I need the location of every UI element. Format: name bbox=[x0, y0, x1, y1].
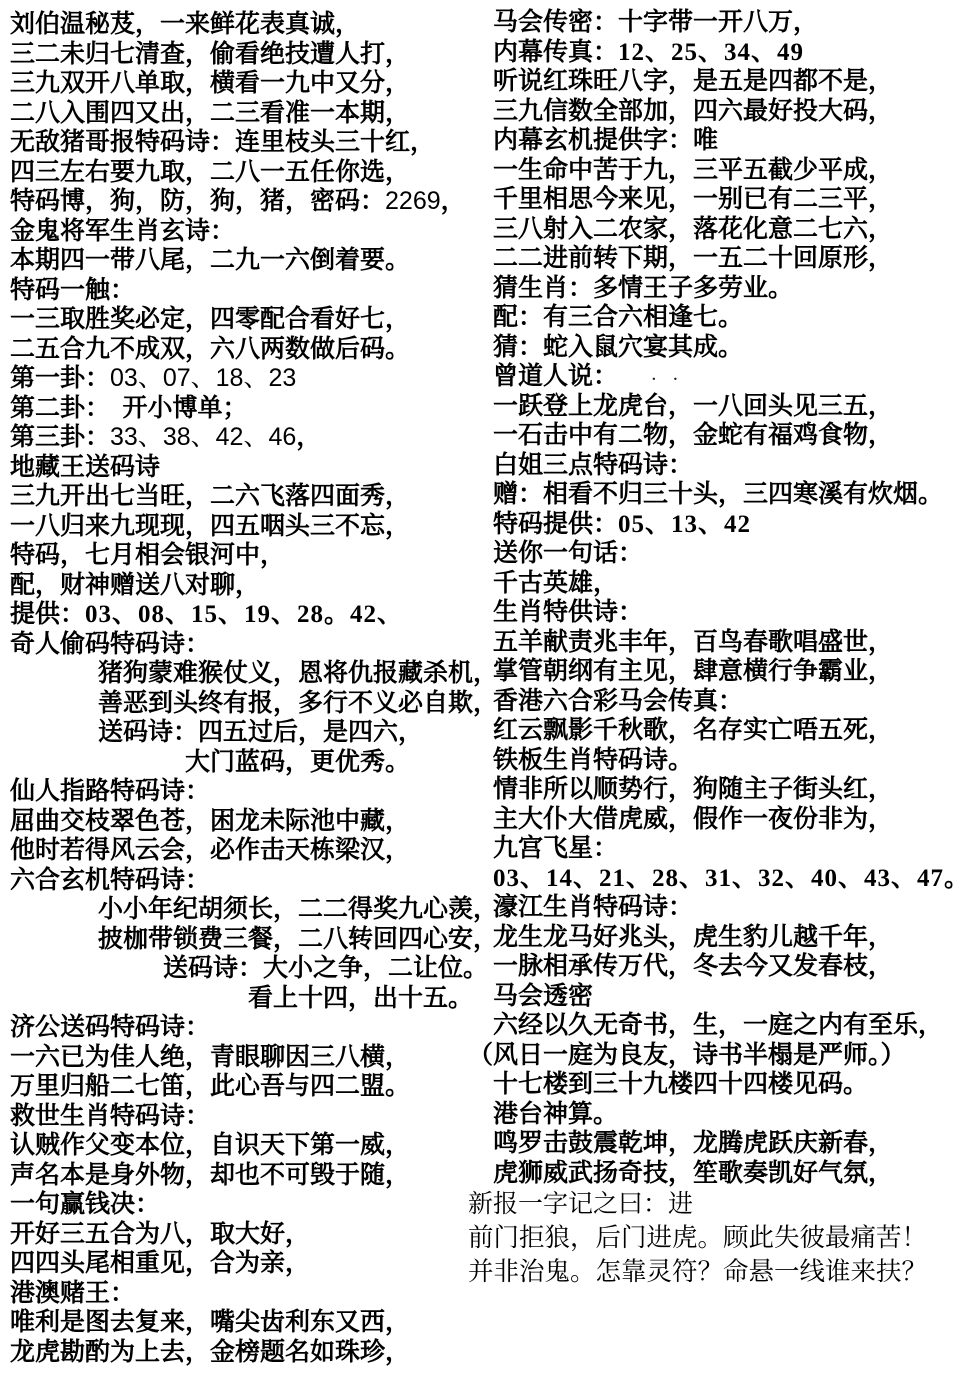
left-column bbox=[10, 10, 499, 1367]
text-segment: 前门拒狼，后门进虎。顾此失彼最痛苦！ bbox=[468, 1223, 928, 1252]
text-segment: 一生命中苦于九，三平五截少平成， bbox=[493, 155, 894, 184]
text-segment: 声名本是身外物，却也不可毁于随， bbox=[10, 1160, 411, 1189]
text-segment: 马会透密 bbox=[493, 981, 594, 1010]
text-segment: 二五合九不成双，六八两数做后码。 bbox=[10, 334, 411, 363]
text-segment: ， bbox=[440, 187, 466, 215]
text-segment: 猪狗蒙难猴仗义，恩将仇报藏杀机， bbox=[98, 659, 499, 687]
text-line bbox=[10, 364, 470, 394]
text-line bbox=[10, 1338, 470, 1368]
text-segment: 千古英雄， bbox=[493, 568, 619, 597]
text-line bbox=[10, 630, 470, 660]
text-line bbox=[468, 97, 935, 127]
text-segment: （风日一庭为良友，诗书半榻是严师。） bbox=[468, 1040, 906, 1069]
text-line bbox=[10, 866, 470, 896]
text-line bbox=[10, 1072, 470, 1102]
text-line bbox=[10, 1102, 470, 1132]
text-segment: 香港六合彩马会传真： bbox=[493, 686, 744, 715]
text-line bbox=[468, 421, 935, 451]
text-segment: 03、07、18、23 bbox=[110, 364, 297, 392]
text-line bbox=[468, 834, 935, 864]
text-line bbox=[468, 893, 935, 923]
text-segment: 第三卦： bbox=[10, 423, 111, 451]
text-segment: 大门蓝码，更优秀。 bbox=[185, 747, 411, 776]
text-segment: 鸣罗击鼓震乾坤，龙腾虎跃庆新春， bbox=[493, 1129, 894, 1157]
text-line bbox=[10, 394, 470, 424]
text-line bbox=[10, 10, 470, 40]
text-line bbox=[468, 362, 935, 392]
text-segment: 03、14、21、28、31、32、40、43、47 bbox=[493, 864, 945, 892]
text-line bbox=[468, 126, 935, 156]
text-segment: 四四头尾相重见，合为亲， bbox=[10, 1249, 311, 1277]
text-line bbox=[10, 1249, 470, 1279]
text-segment: 刘伯温秘芨，一来鲜花表真诚， bbox=[10, 10, 361, 38]
text-line bbox=[468, 510, 935, 540]
text-segment: 特码，七月相会银河中， bbox=[10, 541, 286, 569]
text-segment: 33、38、42、46 bbox=[110, 423, 297, 451]
text-segment: 六合玄机特码诗： bbox=[10, 865, 211, 894]
text-segment: 提供： bbox=[10, 600, 86, 628]
text-line bbox=[468, 1255, 935, 1289]
text-segment: 12、25、34、49 bbox=[618, 38, 805, 66]
text-segment: 03、08、15、19、28。42、 bbox=[85, 601, 404, 628]
text-line bbox=[468, 38, 935, 68]
text-segment: 看上十四，出十五。 bbox=[248, 983, 474, 1012]
text-line bbox=[10, 1013, 470, 1043]
text-segment: 四三左右要九取，二八一五任你选， bbox=[10, 157, 411, 186]
text-segment: 铁板生肖特码诗。 bbox=[493, 745, 694, 774]
text-segment: 配，财神赠送八对聊， bbox=[10, 570, 261, 599]
text-segment: 一脉相承传万代，冬去今又发春枝， bbox=[493, 952, 894, 980]
text-segment: 金鬼将军生肖玄诗： bbox=[10, 216, 236, 245]
text-segment: 并非治鬼。怎靠灵符？命悬一线谁来扶？ bbox=[468, 1257, 928, 1286]
text-line bbox=[10, 1043, 470, 1073]
text-line bbox=[468, 67, 935, 97]
text-line bbox=[10, 1131, 470, 1161]
text-line bbox=[468, 569, 935, 599]
text-segment: 猜生肖：多情王子多劳业。 bbox=[493, 273, 794, 302]
text-line bbox=[468, 185, 935, 215]
text-line bbox=[468, 952, 935, 982]
text-segment: 善恶到头终有报，多行不义必自欺， bbox=[98, 688, 499, 717]
text-line bbox=[10, 748, 470, 778]
text-segment: 地藏王送码诗 bbox=[10, 452, 161, 481]
text-segment: 。 bbox=[944, 863, 969, 892]
text-segment: 济公送码特码诗： bbox=[10, 1013, 211, 1041]
text-segment: 开好三五合为八，取大好， bbox=[10, 1219, 311, 1248]
text-line bbox=[468, 805, 935, 835]
text-line bbox=[10, 217, 470, 247]
text-segment: 十七楼到三十九楼四十四楼见码。 bbox=[493, 1070, 869, 1098]
text-segment: 内幕玄机提供字：唯 bbox=[493, 126, 719, 154]
text-segment: 2269 bbox=[385, 187, 441, 215]
text-segment: 三二未归七清查，偷看绝技遭人打， bbox=[10, 39, 411, 68]
text-line bbox=[468, 1188, 935, 1221]
text-line bbox=[468, 1221, 935, 1255]
text-line bbox=[10, 158, 470, 188]
text-segment: 唯利是图去复来，嘴尖齿利东又西， bbox=[10, 1308, 411, 1336]
text-segment: 三九双开八单取，横看一九中又分， bbox=[10, 69, 411, 97]
text-segment: 六经以久无奇书，生，一庭之内有至乐， bbox=[493, 1011, 944, 1039]
text-line bbox=[10, 688, 499, 719]
text-line bbox=[10, 40, 470, 70]
text-segment: 屈曲交枝翠色苍，困龙未际池中藏， bbox=[10, 806, 411, 835]
text-segment: 三九开出七当旺，二六飞落四面秀， bbox=[10, 482, 411, 510]
text-segment: 九宫飞星： bbox=[493, 834, 619, 862]
text-line bbox=[468, 687, 935, 717]
text-line bbox=[10, 895, 499, 925]
text-segment: 本期四一带八尾，二九一六倒着要。 bbox=[10, 246, 411, 274]
text-segment: 三八射入二农家，落花化意二七六， bbox=[493, 214, 894, 243]
text-segment: 主大仆大借虎威，假作一夜份非为， bbox=[493, 804, 894, 833]
text-line bbox=[10, 305, 470, 335]
text-line bbox=[468, 392, 935, 422]
text-line bbox=[468, 775, 935, 805]
text-line bbox=[468, 1129, 935, 1159]
text-segment: 一六已为佳人绝，青眼聊因三八横， bbox=[10, 1042, 411, 1071]
text-segment: 特码提供： bbox=[493, 509, 619, 538]
text-segment: 听说红珠旺八字，是五是四都不是， bbox=[493, 67, 894, 95]
text-line bbox=[10, 954, 489, 984]
text-line bbox=[10, 924, 499, 955]
text-segment: 掌管朝纲有主见，肆意横行争霸业， bbox=[493, 657, 894, 685]
text-line bbox=[10, 482, 470, 512]
text-segment: 一跃登上龙虎台，一八回头见三五， bbox=[493, 391, 894, 420]
text-segment: 港台神算。 bbox=[493, 1099, 619, 1128]
text-segment: 三九信数全部加，四六最好投大码， bbox=[493, 96, 894, 125]
text-line bbox=[10, 983, 474, 1014]
stray-dots-mark: . . bbox=[652, 368, 685, 384]
text-segment: 一三取胜奖必定，四零配合看好七， bbox=[10, 305, 411, 333]
text-line bbox=[468, 333, 935, 363]
text-line bbox=[10, 128, 470, 158]
text-line bbox=[468, 1070, 935, 1100]
text-line bbox=[468, 8, 935, 38]
text-line bbox=[468, 982, 935, 1012]
text-line bbox=[10, 69, 470, 99]
text-segment: 虎狮威武扬奇技，笙歌奏凯好气氛， bbox=[493, 1158, 894, 1187]
text-segment: 一石击中有二物，金蛇有福鸡食物， bbox=[493, 421, 894, 449]
text-segment: 无敌猪哥报特码诗：连里枝头三十红， bbox=[10, 128, 436, 156]
text-line bbox=[10, 512, 470, 542]
text-segment: 一八归来九现现，四五咽头三不忘， bbox=[10, 511, 411, 540]
text-segment: 救世生肖特码诗： bbox=[10, 1101, 211, 1130]
right-column bbox=[468, 8, 969, 1289]
text-line bbox=[468, 1159, 935, 1189]
text-line bbox=[10, 335, 470, 365]
text-segment: 五羊献责兆丰年，百鸟春歌唱盛世， bbox=[493, 627, 894, 656]
text-segment: 认贼作父变本位，自识天下第一威， bbox=[10, 1131, 411, 1159]
text-line bbox=[10, 1190, 470, 1220]
text-segment: 赠：相看不归三十头，三四寒溪有炊烟。 bbox=[493, 480, 944, 508]
text-segment: 生肖特供诗： bbox=[493, 598, 644, 626]
text-line bbox=[468, 303, 935, 333]
text-line bbox=[468, 1041, 935, 1071]
text-line bbox=[468, 539, 935, 569]
text-line bbox=[10, 718, 470, 748]
text-segment: 情非所以顺势行，狗随主子街头红， bbox=[493, 775, 894, 803]
text-line bbox=[10, 571, 470, 601]
text-segment: ， bbox=[296, 423, 322, 451]
text-line bbox=[468, 746, 935, 776]
text-line bbox=[468, 480, 944, 510]
text-segment: 港澳赌王： bbox=[10, 1278, 136, 1307]
text-line bbox=[10, 836, 470, 866]
text-segment: 龙虎勘酌为上去，金榜题名如珠珍， bbox=[10, 1337, 411, 1366]
text-segment: 内幕传真： bbox=[493, 37, 619, 66]
text-line bbox=[10, 659, 499, 689]
text-line bbox=[468, 657, 935, 687]
text-segment: 送你一句话： bbox=[493, 539, 644, 567]
text-line bbox=[468, 451, 935, 481]
text-line bbox=[468, 215, 935, 245]
text-line bbox=[468, 628, 935, 658]
text-segment: 特码一触： bbox=[10, 275, 136, 304]
text-segment: 仙人指路特码诗： bbox=[10, 777, 211, 805]
text-line bbox=[10, 807, 470, 837]
text-segment: 05、13、42 bbox=[618, 510, 752, 538]
text-line bbox=[10, 423, 470, 453]
text-line bbox=[10, 1220, 470, 1250]
text-line bbox=[10, 600, 470, 630]
text-segment: 送码诗：大小之争，二让位。 bbox=[163, 954, 489, 982]
text-segment: 第一卦： bbox=[10, 364, 111, 392]
text-segment: 特码博，狗，防，狗，猪，密码： bbox=[10, 187, 386, 215]
text-line bbox=[10, 1308, 470, 1338]
text-line bbox=[10, 1161, 470, 1191]
text-line bbox=[10, 777, 470, 807]
text-line bbox=[10, 1279, 470, 1309]
text-segment: 披枷带锁费三餐，二八转回四心安， bbox=[98, 924, 499, 953]
text-line bbox=[468, 1100, 935, 1130]
text-segment: 第二卦： 开小博单； bbox=[10, 393, 248, 422]
text-line bbox=[468, 923, 935, 953]
text-segment: 配：有三合六相逢七。 bbox=[493, 303, 744, 331]
text-segment: 新报一字记之曰：进 bbox=[468, 1191, 694, 1218]
text-line bbox=[468, 716, 935, 746]
text-segment: 送码诗：四五过后，是四六， bbox=[98, 718, 424, 746]
text-segment: 曾道人说： bbox=[493, 362, 619, 390]
text-segment: 濠江生肖特码诗： bbox=[493, 893, 694, 921]
text-segment: 万里归船二七笛，此心吾与四二盟。 bbox=[10, 1072, 411, 1100]
text-segment: 马会传密：十字带一开八万， bbox=[493, 8, 819, 36]
text-line bbox=[468, 274, 935, 304]
text-line bbox=[10, 541, 470, 571]
text-line bbox=[468, 244, 935, 274]
text-segment: 他时若得风云会，必作击天栋梁汉， bbox=[10, 836, 411, 864]
text-line bbox=[468, 863, 969, 894]
text-segment: 一句赢钱决： bbox=[10, 1190, 161, 1218]
text-line bbox=[10, 453, 470, 483]
text-line bbox=[468, 156, 935, 186]
text-segment: 白姐三点特码诗： bbox=[493, 450, 694, 479]
text-segment: 小小年纪胡须长，二二得奖九心羡， bbox=[98, 895, 499, 923]
text-line bbox=[10, 187, 470, 217]
text-segment: 猜：蛇入鼠穴宴其成。 bbox=[493, 332, 744, 361]
text-line bbox=[10, 246, 470, 276]
text-segment: 二二进前转下期，一五二十回原形， bbox=[493, 244, 894, 272]
text-line bbox=[10, 276, 470, 306]
text-line bbox=[468, 598, 935, 628]
text-line bbox=[10, 99, 470, 129]
text-segment: 奇人偷码特码诗： bbox=[10, 629, 211, 658]
text-segment: 红云飘影千秋歌，名存实亡唔五死， bbox=[493, 716, 894, 744]
text-segment: 龙生龙马好兆头，虎生豹儿越千年， bbox=[493, 922, 894, 951]
text-line bbox=[468, 1011, 944, 1041]
text-segment: 千里相思今来见，一别已有二三平， bbox=[493, 185, 894, 213]
text-segment: 二八入围四又出，二三看准一本期， bbox=[10, 98, 411, 127]
